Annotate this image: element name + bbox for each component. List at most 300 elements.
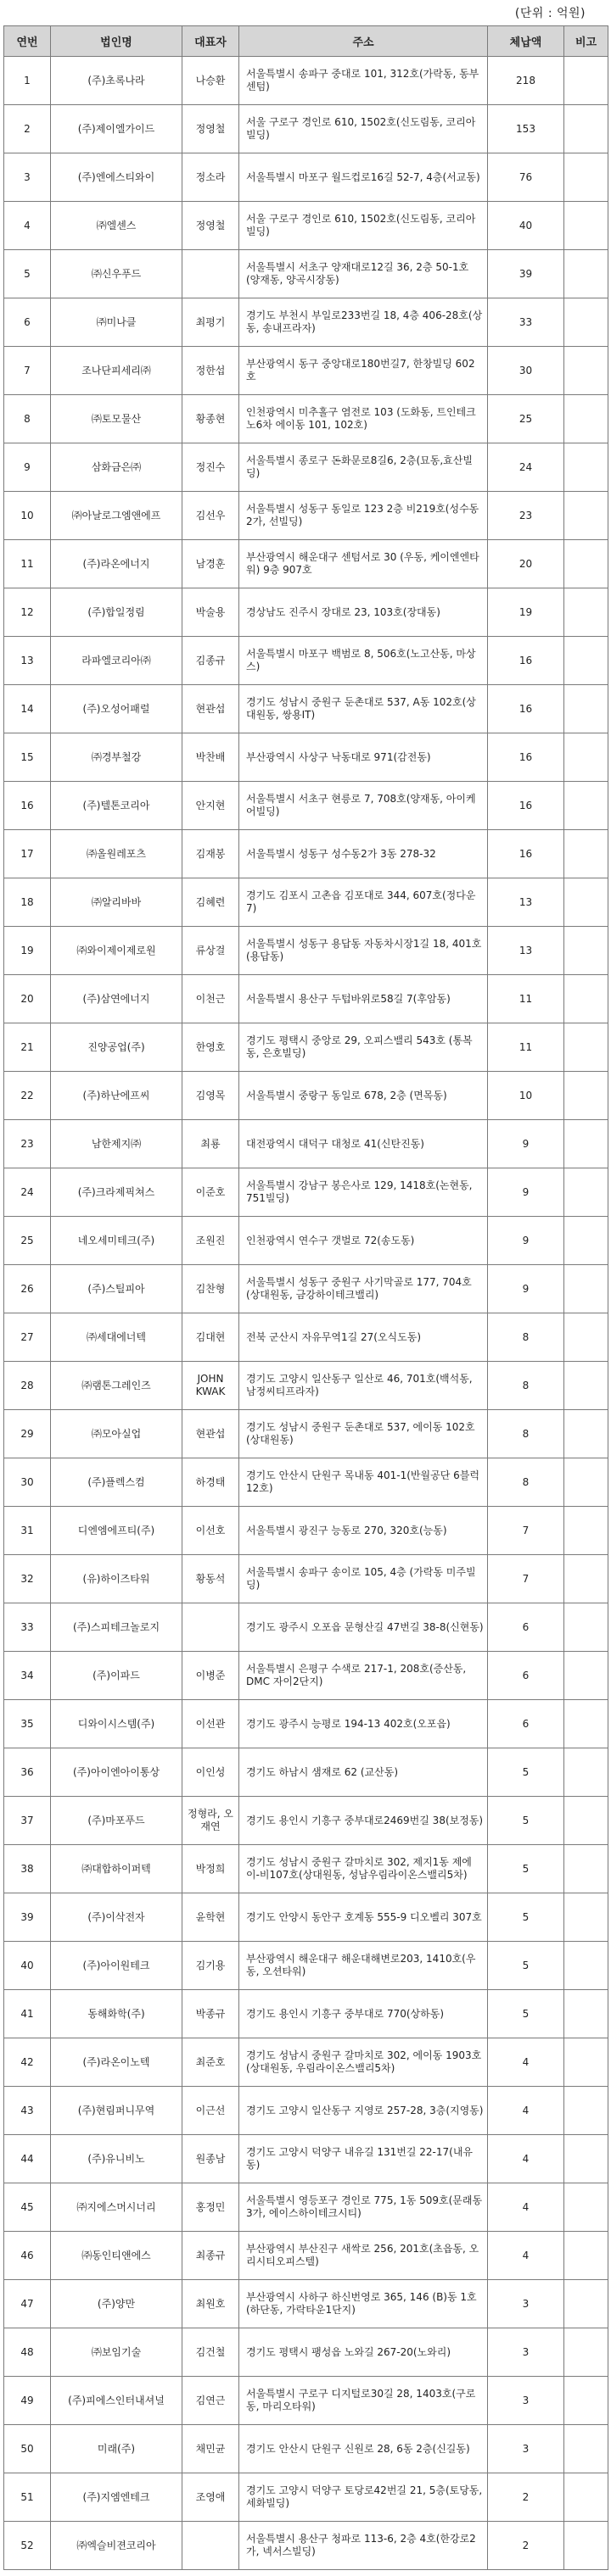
representative: 하경태	[182, 1458, 239, 1507]
table-row	[4, 492, 608, 540]
delinquent-amount: 9	[488, 1168, 564, 1217]
table-row	[4, 927, 608, 975]
company-name: (주)하난에프씨	[51, 1072, 182, 1120]
company-name: (주)유니비노	[51, 2135, 182, 2183]
delinquent-amount: 16	[488, 637, 564, 685]
address: 경기도 부천시 부일로233번길 18, 4층 406-28호(상동, 송내프라자)	[239, 298, 488, 347]
company-name: ㈜경부철강	[51, 733, 182, 782]
note	[564, 2328, 608, 2377]
row-number: 40	[4, 1942, 51, 1990]
table-row	[4, 1797, 608, 1845]
company-name: (주)지엠엔테크	[51, 2473, 182, 2522]
row-number: 11	[4, 540, 51, 588]
address: 부산광역시 해운대구 해운대해변로203, 1410호(우동, 오션타워)	[239, 1942, 488, 1990]
representative: 조원진	[182, 1217, 239, 1265]
company-name: (주)라온이노텍	[51, 2038, 182, 2087]
representative: 김영목	[182, 1072, 239, 1120]
company-name: ㈜지에스머시너리	[51, 2183, 182, 2232]
table-row	[4, 1120, 608, 1168]
delinquent-amount: 24	[488, 443, 564, 492]
representative: 현관섭	[182, 1410, 239, 1458]
row-number: 43	[4, 2087, 51, 2135]
representative: 이준호	[182, 1168, 239, 1217]
address: 경기도 평택시 중앙로 29, 오피스밸리 543호 (통복동, 은호빌딩)	[239, 1023, 488, 1072]
company-name: ㈜신우푸드	[51, 250, 182, 298]
row-number: 30	[4, 1458, 51, 1507]
table-row	[4, 830, 608, 878]
delinquent-amount: 8	[488, 1410, 564, 1458]
representative: 이선관	[182, 1700, 239, 1748]
company-name: ㈜아날로그엠앤에프	[51, 492, 182, 540]
table-row	[4, 1555, 608, 1603]
table-row	[4, 1845, 608, 1893]
row-number: 37	[4, 1797, 51, 1845]
table-row	[4, 2038, 608, 2087]
delinquent-amount: 3	[488, 2280, 564, 2328]
delinquent-amount: 4	[488, 2087, 564, 2135]
note	[564, 927, 608, 975]
table-row	[4, 153, 608, 202]
row-number: 1	[4, 57, 51, 105]
note	[564, 1458, 608, 1507]
address: 경기도 성남시 중원구 둔촌대로 537, 에이동 102호(상대원동)	[239, 1410, 488, 1458]
address: 경상남도 진주시 장대로 23, 103호(장대동)	[239, 588, 488, 637]
row-number: 6	[4, 298, 51, 347]
note	[564, 1168, 608, 1217]
row-number: 38	[4, 1845, 51, 1893]
note	[564, 1700, 608, 1748]
address: 서울특별시 성동구 중원구 사기막골로 177, 704호(상대원동, 금강하이테크밸리)	[239, 1265, 488, 1313]
address: 서울특별시 송파구 중대로 101, 312호(가락동, 동부센텀)	[239, 57, 488, 105]
address: 서울특별시 서초구 양재대로12길 36, 2층 50-1호 (양재동, 양곡시장동)	[239, 250, 488, 298]
address: 서울특별시 성동구 동일로 123 2층 비219호(성수동2가, 선빌딩)	[239, 492, 488, 540]
table-row	[4, 1265, 608, 1313]
delinquent-amount: 9	[488, 1217, 564, 1265]
note	[564, 443, 608, 492]
row-number: 28	[4, 1362, 51, 1410]
company-name: (주)아이엔아이통상	[51, 1748, 182, 1797]
row-number: 29	[4, 1410, 51, 1458]
address: 서울특별시 마포구 백범로 8, 506호(노고산동, 마상스)	[239, 637, 488, 685]
table-row	[4, 1217, 608, 1265]
table-row	[4, 878, 608, 927]
address: 경기도 고양시 일산동구 지영로 257-28, 3층(지영동)	[239, 2087, 488, 2135]
address: 부산광역시 해운대구 센텀서로 30 (우동, 케이엔엔타워) 9층 907호	[239, 540, 488, 588]
table-row	[4, 733, 608, 782]
row-number: 13	[4, 637, 51, 685]
table-row	[4, 782, 608, 830]
row-number: 5	[4, 250, 51, 298]
note	[564, 975, 608, 1023]
delinquent-amount: 9	[488, 1120, 564, 1168]
representative: 남경훈	[182, 540, 239, 588]
company-name: ㈜알리바바	[51, 878, 182, 927]
delinquent-amount: 76	[488, 153, 564, 202]
representative: 박술용	[182, 588, 239, 637]
delinquent-amount: 25	[488, 395, 564, 443]
representative: 정영철	[182, 202, 239, 250]
address: 서울특별시 서초구 현릉로 7, 708호(양재동, 아이케어빌딩)	[239, 782, 488, 830]
note	[564, 685, 608, 733]
address: 서울특별시 광진구 능동로 270, 320호(능동)	[239, 1507, 488, 1555]
representative: 홍정민	[182, 2183, 239, 2232]
representative: 최준호	[182, 2038, 239, 2087]
table-row	[4, 637, 608, 685]
address: 서울특별시 종로구 돈화문로8길6, 2층(묘동,효산빌딩)	[239, 443, 488, 492]
company-name: ㈜미나클	[51, 298, 182, 347]
header-representative: 대표자	[182, 26, 239, 57]
representative: 조영애	[182, 2473, 239, 2522]
table-row	[4, 2135, 608, 2183]
delinquent-amount: 7	[488, 1555, 564, 1603]
address: 서울특별시 구로구 디지털로30길 28, 1403호(구로동, 마리오타워)	[239, 2377, 488, 2425]
table-row	[4, 2425, 608, 2473]
delinquent-amount: 153	[488, 105, 564, 153]
address: 경기도 고양시 덕양구 토당로42번길 21, 5층(토당동, 세화빌딩)	[239, 2473, 488, 2522]
address: 경기도 용인시 기흥구 중부대로2469번길 38(보정동)	[239, 1797, 488, 1845]
note	[564, 57, 608, 105]
row-number: 52	[4, 2522, 51, 2570]
table-row	[4, 2377, 608, 2425]
address: 경기도 고양시 덕양구 내유길 131번길 22-17(내유동)	[239, 2135, 488, 2183]
note	[564, 878, 608, 927]
table-row	[4, 1507, 608, 1555]
note	[564, 1893, 608, 1942]
row-number: 2	[4, 105, 51, 153]
delinquent-amount: 3	[488, 2328, 564, 2377]
delinquent-amount: 7	[488, 1507, 564, 1555]
table-row	[4, 1410, 608, 1458]
table-row	[4, 1168, 608, 1217]
company-name: (주)플렉스컴	[51, 1458, 182, 1507]
representative: 윤학현	[182, 1893, 239, 1942]
table-row	[4, 1990, 608, 2038]
representative: 황종현	[182, 395, 239, 443]
company-name: (주)초록나라	[51, 57, 182, 105]
table-row	[4, 1023, 608, 1072]
table-row	[4, 298, 608, 347]
header-amount: 체납액	[488, 26, 564, 57]
address: 인천광역시 미추홀구 염전로 103 (도화동, 트인테크노6차 에이동 101, 102호)	[239, 395, 488, 443]
row-number: 12	[4, 588, 51, 637]
representative: 최평기	[182, 298, 239, 347]
row-number: 8	[4, 395, 51, 443]
note	[564, 637, 608, 685]
delinquent-amount: 4	[488, 2038, 564, 2087]
representative: 김연근	[182, 2377, 239, 2425]
table-row	[4, 1313, 608, 1362]
note	[564, 2280, 608, 2328]
note	[564, 1120, 608, 1168]
note	[564, 1845, 608, 1893]
delinquent-amount: 2	[488, 2473, 564, 2522]
table-row	[4, 588, 608, 637]
representative: 나승환	[182, 57, 239, 105]
table-row	[4, 347, 608, 395]
company-name: ㈜램톤그레인즈	[51, 1362, 182, 1410]
address: 경기도 평택시 팽성읍 노와길 267-20(노와리)	[239, 2328, 488, 2377]
table-row	[4, 2183, 608, 2232]
row-number: 9	[4, 443, 51, 492]
representative: 정진수	[182, 443, 239, 492]
row-number: 7	[4, 347, 51, 395]
representative: JOHN KWAK	[182, 1362, 239, 1410]
address: 경기도 성남시 중원구 둔촌대로 537, A동 102호(상대원동, 쌍용IT)	[239, 685, 488, 733]
representative: 정한섭	[182, 347, 239, 395]
delinquent-amount: 16	[488, 733, 564, 782]
note	[564, 347, 608, 395]
representative: 류상걸	[182, 927, 239, 975]
note	[564, 1748, 608, 1797]
company-name: (주)피에스인터내셔널	[51, 2377, 182, 2425]
note	[564, 395, 608, 443]
company-name: 동해화학(주)	[51, 1990, 182, 2038]
row-number: 34	[4, 1652, 51, 1700]
note	[564, 2522, 608, 2570]
delinquent-amount: 6	[488, 1603, 564, 1652]
company-name: (주)양만	[51, 2280, 182, 2328]
delinquent-amount: 39	[488, 250, 564, 298]
row-number: 50	[4, 2425, 51, 2473]
company-name: 디엔엠에프티(주)	[51, 1507, 182, 1555]
representative: 한영호	[182, 1023, 239, 1072]
company-name: ㈜세대에너텍	[51, 1313, 182, 1362]
address: 대전광역시 대덕구 대청로 41(신탄진동)	[239, 1120, 488, 1168]
row-number: 23	[4, 1120, 51, 1168]
delinquent-amount: 5	[488, 1990, 564, 2038]
representative: 정형라, 오재연	[182, 1797, 239, 1845]
company-name: (주)스피테크놀로지	[51, 1603, 182, 1652]
delinquent-amount: 11	[488, 1023, 564, 1072]
representative: 박종규	[182, 1990, 239, 2038]
table-row	[4, 250, 608, 298]
address: 경기도 하남시 샘재로 62 (교산동)	[239, 1748, 488, 1797]
note	[564, 1362, 608, 1410]
address: 경기도 용인시 기흥구 중부대로 770(상하동)	[239, 1990, 488, 2038]
delinquent-amount: 23	[488, 492, 564, 540]
note	[564, 1652, 608, 1700]
note	[564, 1217, 608, 1265]
header-company: 법인명	[51, 26, 182, 57]
row-number: 33	[4, 1603, 51, 1652]
note	[564, 2038, 608, 2087]
representative: 안지현	[182, 782, 239, 830]
company-name: (주)스틸피아	[51, 1265, 182, 1313]
row-number: 14	[4, 685, 51, 733]
table-row	[4, 1603, 608, 1652]
row-number: 15	[4, 733, 51, 782]
note	[564, 2183, 608, 2232]
company-name: 진양공업(주)	[51, 1023, 182, 1072]
delinquent-amount: 16	[488, 782, 564, 830]
table-row	[4, 2087, 608, 2135]
delinquent-amount: 20	[488, 540, 564, 588]
company-name: ㈜토모물산	[51, 395, 182, 443]
row-number: 24	[4, 1168, 51, 1217]
row-number: 36	[4, 1748, 51, 1797]
note	[564, 2232, 608, 2280]
company-name: 조나단피세리㈜	[51, 347, 182, 395]
address: 서울 구로구 경인로 610, 1502호(신도림동, 코리아빌딩)	[239, 105, 488, 153]
company-name: (주)합일정림	[51, 588, 182, 637]
table-header-row	[4, 26, 608, 57]
address: 경기도 김포시 고촌읍 김포대로 344, 607호(정다운 7)	[239, 878, 488, 927]
table-row	[4, 443, 608, 492]
row-number: 44	[4, 2135, 51, 2183]
note	[564, 1507, 608, 1555]
address: 부산광역시 사상구 낙동대로 971(감전동)	[239, 733, 488, 782]
representative: 박정희	[182, 1845, 239, 1893]
representative: 이인성	[182, 1748, 239, 1797]
delinquent-amount: 9	[488, 1265, 564, 1313]
company-name: ㈜대합하이퍼텍	[51, 1845, 182, 1893]
note	[564, 1072, 608, 1120]
table-row	[4, 105, 608, 153]
table-row	[4, 2280, 608, 2328]
address: 부산광역시 동구 중앙대로180번길7, 한창빌딩 602호	[239, 347, 488, 395]
delinquent-amount: 10	[488, 1072, 564, 1120]
note	[564, 1797, 608, 1845]
row-number: 48	[4, 2328, 51, 2377]
delinquent-amount: 19	[488, 588, 564, 637]
representative: 이근선	[182, 2087, 239, 2135]
delinquent-amount: 8	[488, 1458, 564, 1507]
table-row	[4, 2232, 608, 2280]
representative: 정영철	[182, 105, 239, 153]
representative: 이천근	[182, 975, 239, 1023]
row-number: 26	[4, 1265, 51, 1313]
table-row	[4, 395, 608, 443]
company-name: 디와이시스템(주)	[51, 1700, 182, 1748]
delinquent-amount: 13	[488, 878, 564, 927]
address: 경기도 광주시 오포읍 문형산길 47번길 38-8(신현동)	[239, 1603, 488, 1652]
address: 경기도 안양시 동안구 호계동 555-9 디오벨리 307호	[239, 1893, 488, 1942]
row-number: 39	[4, 1893, 51, 1942]
note	[564, 1313, 608, 1362]
note	[564, 1990, 608, 2038]
note	[564, 1023, 608, 1072]
table-row	[4, 1072, 608, 1120]
note	[564, 2473, 608, 2522]
delinquent-amount: 8	[488, 1362, 564, 1410]
row-number: 47	[4, 2280, 51, 2328]
company-name: ㈜엘센스	[51, 202, 182, 250]
row-number: 41	[4, 1990, 51, 2038]
representative	[182, 250, 239, 298]
address: 경기도 성남시 중원구 갈마치로 302, 제지1동 제에이-비107호(상대원동, 성남우림라이온스밸리5차)	[239, 1845, 488, 1893]
unit-label: (단위 : 억원)	[514, 7, 586, 20]
representative: 김찬형	[182, 1265, 239, 1313]
representative: 이병준	[182, 1652, 239, 1700]
row-number: 49	[4, 2377, 51, 2425]
delinquent-amount: 5	[488, 1942, 564, 1990]
representative: 김건철	[182, 2328, 239, 2377]
company-name: (주)오성어패럴	[51, 685, 182, 733]
table-row	[4, 202, 608, 250]
row-number: 20	[4, 975, 51, 1023]
note	[564, 2087, 608, 2135]
address: 서울특별시 성동구 용답동 자동차시장1길 18, 401호(용답동)	[239, 927, 488, 975]
company-name: 삼화금은㈜	[51, 443, 182, 492]
table-row	[4, 2328, 608, 2377]
representative: 박찬배	[182, 733, 239, 782]
note	[564, 2377, 608, 2425]
note	[564, 250, 608, 298]
note	[564, 1265, 608, 1313]
representative: 김대현	[182, 1313, 239, 1362]
note	[564, 1603, 608, 1652]
company-name: (주)현림퍼니무역	[51, 2087, 182, 2135]
address: 부산광역시 사하구 하신번영로 365, 146 (B)동 1호(하단동, 가락타운1단지)	[239, 2280, 488, 2328]
representative: 정소라	[182, 153, 239, 202]
representative: 김종규	[182, 637, 239, 685]
row-number: 25	[4, 1217, 51, 1265]
company-name: (주)라온에너지	[51, 540, 182, 588]
note	[564, 2135, 608, 2183]
address: 서울특별시 중랑구 동일로 678, 2층 (면목동)	[239, 1072, 488, 1120]
company-name: ㈜올원레포츠	[51, 830, 182, 878]
table-row	[4, 1748, 608, 1797]
table-row	[4, 2522, 608, 2570]
company-name: 미래(주)	[51, 2425, 182, 2473]
row-number: 46	[4, 2232, 51, 2280]
delinquent-amount: 4	[488, 2135, 564, 2183]
row-number: 31	[4, 1507, 51, 1555]
delinquent-amount: 2	[488, 2522, 564, 2570]
note	[564, 1942, 608, 1990]
representative: 김혜련	[182, 878, 239, 927]
address: 경기도 안산시 단원구 신원로 28, 6동 2층(신길동)	[239, 2425, 488, 2473]
row-number: 17	[4, 830, 51, 878]
note	[564, 492, 608, 540]
representative	[182, 2522, 239, 2570]
row-number: 32	[4, 1555, 51, 1603]
note	[564, 298, 608, 347]
table-row	[4, 1893, 608, 1942]
table-row	[4, 1942, 608, 1990]
table-row	[4, 1652, 608, 1700]
company-name: 라파엘코리아㈜	[51, 637, 182, 685]
delinquent-amount: 5	[488, 1845, 564, 1893]
row-number: 19	[4, 927, 51, 975]
delinquent-amount: 218	[488, 57, 564, 105]
address: 인천광역시 연수구 갯벌로 72(송도동)	[239, 1217, 488, 1265]
delinquent-amount: 16	[488, 830, 564, 878]
address: 서울특별시 강남구 봉은사로 129, 1418호(논현동, 751빌딩)	[239, 1168, 488, 1217]
address: 전북 군산시 자유무역1길 27(오식도동)	[239, 1313, 488, 1362]
company-name: 네오세미테크(주)	[51, 1217, 182, 1265]
representative: 최종규	[182, 2232, 239, 2280]
note	[564, 105, 608, 153]
representative: 이선호	[182, 1507, 239, 1555]
address: 서울특별시 송파구 송이로 105, 4층 (가락동 미주빌딩)	[239, 1555, 488, 1603]
delinquent-amount: 3	[488, 2377, 564, 2425]
note	[564, 540, 608, 588]
address: 서울 구로구 경인로 610, 1502호(신도림동, 코리아빌딩)	[239, 202, 488, 250]
company-name: (주)텔톤코리아	[51, 782, 182, 830]
company-name: (주)이삭전자	[51, 1893, 182, 1942]
company-name: ㈜동인티앤에스	[51, 2232, 182, 2280]
note	[564, 830, 608, 878]
company-name: (주)이파드	[51, 1652, 182, 1700]
note	[564, 2425, 608, 2473]
address: 서울특별시 용산구 두텁바위로58길 7(후암동)	[239, 975, 488, 1023]
representative: 최원호	[182, 2280, 239, 2328]
address: 서울특별시 영등포구 경인로 775, 1동 509호(문래동3가, 에이스하이테크시티)	[239, 2183, 488, 2232]
table-row	[4, 1362, 608, 1410]
delinquent-amount: 13	[488, 927, 564, 975]
row-number: 18	[4, 878, 51, 927]
